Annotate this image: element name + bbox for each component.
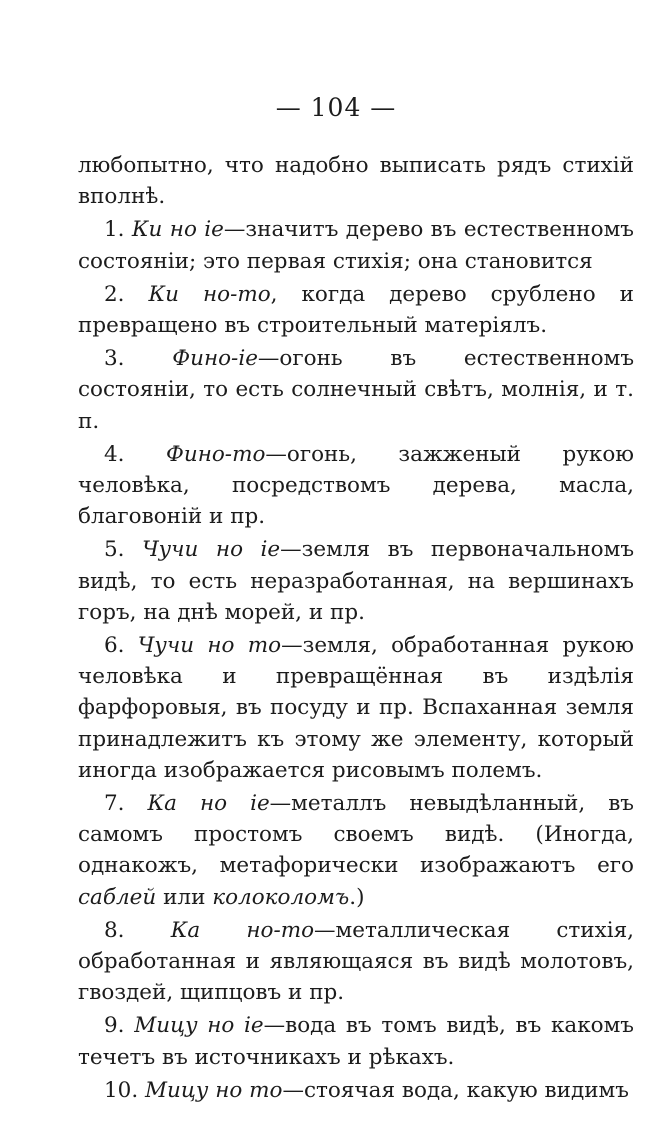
element-entry-7 [78, 788, 634, 913]
page-body [78, 150, 634, 1106]
entry-text: —стоячая вода, какую видимъ [282, 1077, 629, 1103]
element-entry-8 [78, 915, 634, 1009]
entry-number: 4. [104, 441, 166, 467]
entry-text: —огонь, зажженый рукою человѣка, посредствомъ дерева, масла, благовоній и пр. [78, 441, 634, 530]
entry-text: —земля, обработанная рукою человѣка и превращённая въ издѣлія фарфоровыя, въ посуду и пр. Вспаханная земля принадлежитъ къ этому же элементу, который иногда изображается рисовымъ полемъ. [78, 633, 634, 783]
entry-number: 3. [104, 346, 173, 372]
entry-term: Чучи но то [137, 633, 282, 659]
entry-text: —металлъ невыдѣланный, въ самомъ простомъ своемъ видѣ. (Иногда, однакожъ, метафорически изображаютъ его [78, 791, 634, 879]
element-entry-2 [78, 279, 634, 341]
entry-number: 7. [104, 791, 148, 817]
entry-term-bell: колоколомъ [212, 884, 350, 910]
entry-number: 2. [104, 281, 149, 307]
entry-term-saber: саблей [78, 884, 157, 910]
entry-number: 6. [104, 633, 138, 659]
entry-term: Ка но іе [147, 791, 270, 817]
entry-text: —значитъ дерево въ естественномъ состояніи; это первая стихія; она становится [78, 217, 634, 274]
element-entry-1 [78, 214, 634, 276]
entry-number: 10. [104, 1077, 146, 1103]
entry-term: Чучи но іе [142, 537, 281, 563]
entry-term: Фино-то [166, 441, 266, 467]
entry-number: 1. [104, 217, 132, 243]
element-entry-6 [78, 630, 634, 786]
entry-text: —земля въ первоначальномъ видѣ, то есть неразработанная, на вершинахъ горъ, на днѣ морей, и пр. [78, 537, 634, 625]
element-entry-3 [78, 343, 634, 437]
entry-number: 9. [104, 1013, 135, 1039]
entry-term: Мицу но то [145, 1077, 283, 1103]
page-number: — 104 — [275, 93, 397, 122]
paragraph-continuation [78, 150, 634, 212]
element-entry-10 [78, 1075, 634, 1106]
entry-text: —вода въ томъ видѣ, въ какомъ течетъ въ источникахъ и рѣкахъ. [78, 1013, 634, 1070]
element-entry-9 [78, 1010, 634, 1072]
entry-text-end: .) [349, 884, 365, 910]
entry-term: Ки но-то [148, 281, 271, 307]
element-entry-4 [78, 439, 634, 533]
entry-term: Мицу но іе [134, 1013, 264, 1039]
paragraph-text: любопытно, что надобно выписать рядъ стихій вполнѣ. [78, 153, 634, 210]
entry-term: Ки но іе [131, 217, 224, 243]
entry-number: 5. [104, 537, 143, 563]
entry-number: 8. [104, 917, 171, 943]
entry-text: —металлическая стихія, обработанная и являющаяся въ видѣ молотовъ, гвоздей, щипцовъ и пр. [78, 917, 634, 1006]
entry-text-or: или [156, 884, 213, 910]
entry-text: , когда дерево срублено и превращено въ строительный матеріялъ. [78, 281, 634, 339]
entry-term: Ка но-то [170, 917, 315, 943]
entry-text: —огонь въ естественномъ состояніи, то есть солнечный свѣтъ, молнія, и т. п. [78, 346, 634, 434]
entry-term: Фино-іе [172, 346, 258, 372]
element-entry-5 [78, 534, 634, 628]
